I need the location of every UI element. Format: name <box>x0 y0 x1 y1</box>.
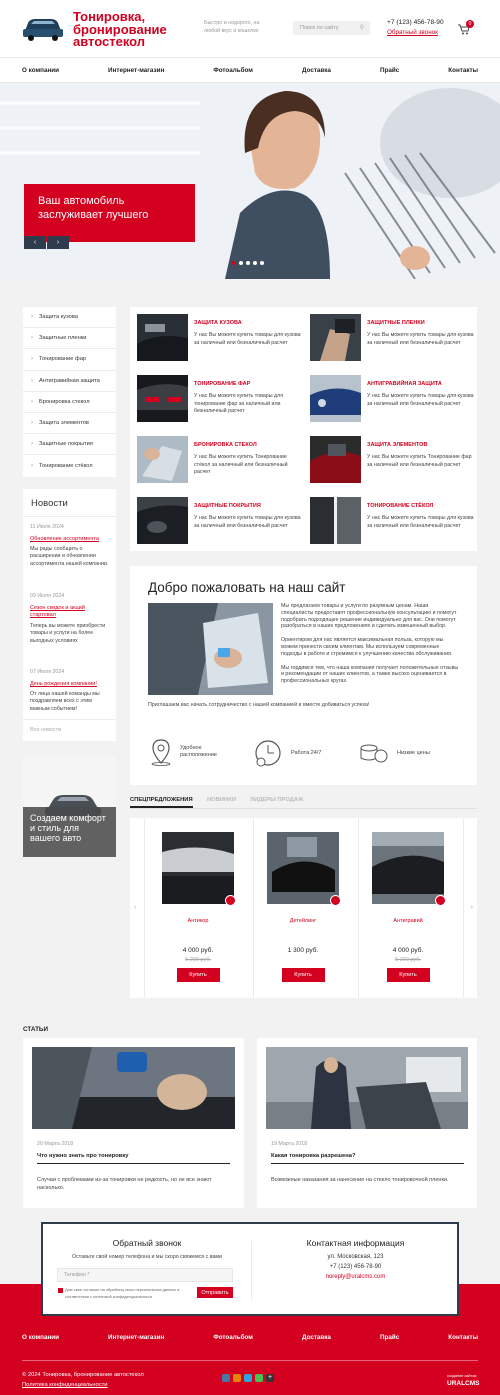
nav-item-delivery[interactable]: Доставка <box>302 66 331 74</box>
chevron-right-icon: › <box>31 356 33 363</box>
product-old-price: 5 200 руб. <box>185 957 211 963</box>
callback-link[interactable]: Обратный звонок <box>387 29 438 36</box>
logo-car-icon[interactable] <box>22 11 64 41</box>
category-image <box>137 497 188 544</box>
promo-banner[interactable] <box>23 756 116 857</box>
callback-form-subtitle: Оставьте свой номер телефона и мы скоро свяжемся с вами <box>72 1254 222 1260</box>
news-date: 11 Июля 2024 <box>30 524 64 530</box>
footer-nav-gallery[interactable]: Фотоальбом <box>213 1334 253 1341</box>
product-price: 4 000 руб. <box>182 947 214 954</box>
buy-button[interactable]: Купить <box>177 968 220 982</box>
product-old-price: 5 200 руб. <box>395 957 421 963</box>
product-card[interactable] <box>372 832 444 982</box>
news-text: От лица нашей команды мы поздравляем всех с этим важным событием! <box>30 691 100 712</box>
category-card[interactable] <box>137 314 301 364</box>
category-image <box>310 375 361 422</box>
category-title: АНТИГРАВИЙНАЯ ЗАЩИТА <box>367 381 442 387</box>
footer-nav-contacts[interactable]: Контакты <box>448 1334 478 1341</box>
news-date: 09 Июля 2024 <box>30 593 65 599</box>
product-tabs <box>130 797 477 809</box>
category-title: ЗАЩИТНЫЕ ПОКРЫТИЯ <box>194 503 261 509</box>
category-image <box>137 436 188 483</box>
social-icons <box>222 1374 274 1382</box>
location-pin-icon <box>150 738 172 766</box>
article-text: Случаи с проблемами из-за тонировки не редкость, но не все знают насколько. <box>37 1177 212 1191</box>
contacts-phone: +7 (123) 456-78-90 <box>329 1264 382 1270</box>
all-news-link[interactable]: Все новости <box>30 727 62 733</box>
product-card[interactable] <box>162 832 234 982</box>
hero-next-button[interactable]: › <box>47 236 69 249</box>
sidebar-item-label: Защита элементов <box>39 420 89 427</box>
news-text: Мы рады сообщить о расширении и обновлении ассортимента нашей компании. <box>30 546 109 567</box>
ok-icon[interactable] <box>233 1374 241 1382</box>
sidebar-item-label: Антигравийная защита <box>39 377 100 384</box>
chevron-right-icon: › <box>31 335 33 342</box>
footer-nav-shop[interactable]: Интернет-магазин <box>108 1334 165 1341</box>
vk-icon[interactable] <box>222 1374 230 1382</box>
product-name[interactable]: Антикор <box>187 918 209 924</box>
developer-label: создание сайтов <box>447 1374 477 1378</box>
buy-button[interactable]: Купить <box>387 968 430 982</box>
site-header <box>0 0 500 57</box>
whatsapp-icon[interactable] <box>255 1374 263 1382</box>
article-text: Возможные наказания за нанесение на стекло тонировочной пленки. <box>271 1177 449 1183</box>
news-block <box>23 489 116 741</box>
contacts-title: Контактная информация <box>306 1238 405 1248</box>
category-title: ЗАЩИТА ЭЛЕМЕНТОВ <box>367 442 428 448</box>
product-image[interactable] <box>162 832 234 904</box>
product-name[interactable]: Антигравий <box>393 918 423 924</box>
product-price: 1 300 руб. <box>287 947 319 954</box>
telegram-icon[interactable] <box>244 1374 252 1382</box>
categories-grid <box>130 307 477 551</box>
welcome-paragraph: Мы гордимся тем, что наша компания получает положительные отзывы и рекомендации от наших клиентов, а также высоко оценивается в профессиональных кругах. <box>281 664 459 685</box>
category-text: У нас Вы можете купить товары для тонирование фар за наличный или безналичный расчет <box>194 393 284 415</box>
chevron-right-icon: › <box>31 314 33 321</box>
nav-item-contacts[interactable]: Контакты <box>448 66 478 74</box>
chevron-right-icon: › <box>31 462 33 469</box>
hero-dot[interactable] <box>239 261 243 265</box>
product-price: 4 000 руб. <box>392 947 424 954</box>
nav-item-gallery[interactable]: Фотоальбом <box>213 66 253 74</box>
contacts-address: ул. Московская, 123 <box>327 1254 384 1260</box>
feature-label: Удобное расположение <box>180 744 217 758</box>
copyright: © 2024 Тонировка, бронирование автостекол <box>22 1372 144 1378</box>
category-text: У нас Вы можете купить Тонирование стёкол за наличный или безналичный расчет <box>194 454 288 476</box>
hero-slider <box>0 83 500 279</box>
promo-text: Создаем комфорт и стиль для вашего авто <box>30 813 106 843</box>
feature-24-7 <box>253 738 321 768</box>
article-date: 19 Марта 2018 <box>271 1141 308 1147</box>
carousel-prev-icon[interactable]: ‹ <box>134 904 137 911</box>
sidebar-item-label: Тонирование стёкол <box>39 462 93 469</box>
cart-count-badge: 0 <box>466 20 474 28</box>
site-title[interactable]: Тонировка, бронирование автостекол <box>73 9 167 49</box>
category-image <box>310 436 361 483</box>
category-text: У нас Вы можете купить товары для кузова за наличный или безналичный расчет <box>367 393 474 407</box>
footer-nav-about[interactable]: О компании <box>22 1334 59 1341</box>
category-image <box>137 375 188 422</box>
news-title-link[interactable]: Сезон скидок и акций стартовал <box>30 605 85 619</box>
nav-item-shop[interactable]: Интернет-магазин <box>108 66 165 74</box>
articles-heading: СТАТЬИ <box>23 1026 48 1033</box>
category-card[interactable] <box>310 375 474 425</box>
discount-badge <box>330 895 341 906</box>
sidebar-item-elements[interactable] <box>23 413 116 434</box>
news-title-link[interactable]: Обновление ассортимента <box>30 536 99 542</box>
hero-dot[interactable] <box>260 261 264 265</box>
welcome-paragraph: Мы предлагаем товары и услуги по разумным ценам. Наши специалисты предоставят профессиональную консультацию и помогут подобрать подходящее решение индивидуально для вас. Они помогут разобраться в наших предложениях и сделать взвешенный выбор. <box>281 603 457 630</box>
sidebar-item-label: Защита кузова <box>39 314 78 321</box>
header-phone: +7 (123) 456-78-90 <box>387 19 444 26</box>
welcome-title: Добро пожаловать на наш сайт <box>148 580 346 595</box>
search-icon[interactable]: ⚲ <box>359 25 364 31</box>
sidebar-item-label: Тонирование фар <box>39 356 87 363</box>
welcome-paragraph: Ориентиром для нас является максимальная польза, которую мы можем принести своим клиентам. Мы используем современные подходы в работе и стремимся к улучшению качества обслуживания. <box>281 637 453 657</box>
category-image <box>310 497 361 544</box>
phone-field[interactable] <box>57 1268 233 1282</box>
footer-nav <box>0 1334 500 1341</box>
nav-item-price[interactable]: Прайс <box>380 66 400 74</box>
welcome-image <box>148 603 273 695</box>
products-carousel <box>130 818 477 998</box>
sidebar-item-label: Защитные пленки <box>39 335 87 342</box>
article-title[interactable]: Какая тонировка разрешена? <box>271 1153 356 1159</box>
category-image <box>137 314 188 361</box>
product-old-price <box>267 957 339 963</box>
hero-dot[interactable] <box>232 261 236 265</box>
callback-contacts-block <box>41 1222 459 1316</box>
clock-icon <box>253 738 283 768</box>
sidebar-item-films[interactable] <box>23 328 116 349</box>
category-text: У нас Вы можете купить Тонирование фар за наличный или безналичный расчет <box>367 454 472 468</box>
tab-new[interactable]: НОВИНКИ <box>207 797 236 803</box>
category-card[interactable] <box>137 375 301 425</box>
article-card[interactable] <box>257 1038 477 1208</box>
coins-icon <box>359 742 389 764</box>
category-text: У нас Вы можете купить товары для кузова за наличный или безналичный расчет <box>367 332 474 346</box>
category-card[interactable] <box>137 497 301 547</box>
category-card[interactable] <box>310 497 474 547</box>
search-box[interactable] <box>293 21 370 35</box>
hero-dot[interactable] <box>253 261 257 265</box>
submit-button[interactable]: Отправить <box>197 1287 233 1298</box>
contacts-email[interactable]: noreply@uralcms.com <box>325 1274 386 1280</box>
welcome-paragraph: Приглашаем вас начать сотрудничество с нашей компанией и вместе добиваться успеха! <box>148 702 370 708</box>
product-image[interactable] <box>267 832 339 904</box>
category-text: У нас Вы можете купить товары для кузова за наличный или безналичный расчет <box>367 515 474 529</box>
article-image[interactable] <box>32 1047 235 1129</box>
tab-specials[interactable]: СПЕЦПРЕДЛОЖЕНИЯ <box>130 797 193 808</box>
category-image <box>310 314 361 361</box>
callback-form-title: Обратный звонок <box>112 1238 182 1248</box>
chevron-right-icon: › <box>31 441 33 448</box>
news-text: Теперь вы можете приобрести товары и услуги на более выгодных условиях <box>30 622 106 644</box>
phone-field-placeholder: Телефон * <box>64 1272 90 1278</box>
search-input[interactable]: Поиск по сайту <box>300 25 339 31</box>
category-card[interactable] <box>137 436 301 486</box>
category-card[interactable] <box>310 436 474 486</box>
feature-label: Работа 24/7 <box>291 750 322 756</box>
sidebar-item-label: Защитные покрытия <box>39 441 93 448</box>
privacy-link[interactable]: Политика конфиденциальности <box>22 1382 108 1388</box>
hero-caption: Ваш автомобиль заслуживает лучшего <box>38 195 149 221</box>
sidebar-item-label: Бронировка стекол <box>39 398 90 405</box>
category-title: ТОНИРОВАНИЕ ФАР <box>194 381 251 387</box>
product-image[interactable] <box>372 832 444 904</box>
article-image[interactable] <box>266 1047 468 1129</box>
category-title: ТОНИРОВАНИЕ СТЁКОЛ <box>367 503 434 509</box>
welcome-block <box>130 566 477 785</box>
category-title: ЗАЩИТА КУЗОВА <box>194 320 242 326</box>
feature-location <box>150 738 230 766</box>
main-nav <box>0 57 500 83</box>
hero-dot[interactable] <box>246 261 250 265</box>
sidebar-item-armor-glass[interactable] <box>23 392 116 413</box>
nav-item-about[interactable]: О компании <box>22 66 59 74</box>
sidebar-item-headlights[interactable] <box>23 349 116 370</box>
sidebar-item-body-protection[interactable] <box>23 307 116 328</box>
sidebar-item-coatings[interactable] <box>23 434 116 455</box>
hero-image <box>0 83 500 279</box>
chevron-right-icon: › <box>31 398 33 405</box>
slogan: Быстро и недорого, на любой вкус и кошелек <box>204 20 260 34</box>
more-share-icon[interactable]: + <box>267 1374 273 1381</box>
hero-caption-box <box>24 184 195 242</box>
category-title: ЗАЩИТНЫЕ ПЛЕНКИ <box>367 320 425 326</box>
consent-text: Даю свое согласие на обработку моих персональных данных в соответствии с политикой конфиденциальности <box>65 1287 180 1299</box>
product-card[interactable] <box>267 832 339 982</box>
discount-badge <box>225 895 236 906</box>
article-title[interactable]: Что нужно знать про тонировку <box>37 1153 129 1159</box>
category-text: У нас Вы можете купить товары для кузова за наличный или безналичный расчет <box>194 515 301 529</box>
article-card[interactable] <box>23 1038 244 1208</box>
footer-nav-price[interactable]: Прайс <box>380 1334 400 1341</box>
hero-dots <box>232 261 264 265</box>
sidebar-item-window-tint[interactable] <box>23 455 116 476</box>
category-card[interactable] <box>310 314 474 364</box>
sidebar-menu <box>23 307 116 477</box>
chevron-right-icon: › <box>31 377 33 384</box>
category-text: У нас Вы можете купить товары для кузова за наличный или безналичный расчет <box>194 332 301 346</box>
tab-bestsellers[interactable]: ЛИДЕРЫ ПРОДАЖ <box>250 797 304 803</box>
article-date: 20 Марта 2018 <box>37 1141 74 1147</box>
feature-low-prices <box>359 742 430 764</box>
developer-logo[interactable]: URALCMS <box>447 1380 480 1387</box>
news-heading: Новости <box>31 498 68 509</box>
hero-prev-button[interactable]: ‹ <box>24 236 46 249</box>
consent-checkbox[interactable] <box>58 1288 63 1293</box>
sidebar-item-antigravel[interactable] <box>23 371 116 392</box>
discount-badge <box>435 895 446 906</box>
feature-label: Низкие цены <box>397 750 430 756</box>
news-title-link[interactable]: День рождения компании! <box>30 681 97 687</box>
chevron-right-icon: › <box>31 420 33 427</box>
category-title: БРОНИРОВКА СТЕКОЛ <box>194 442 257 448</box>
footer-nav-delivery[interactable]: Доставка <box>302 1334 331 1341</box>
buy-button[interactable]: Купить <box>282 968 325 982</box>
carousel-next-icon[interactable]: › <box>470 904 473 911</box>
product-name[interactable]: Детейлинг <box>289 918 317 924</box>
news-date: 07 Июля 2024 <box>30 669 65 675</box>
